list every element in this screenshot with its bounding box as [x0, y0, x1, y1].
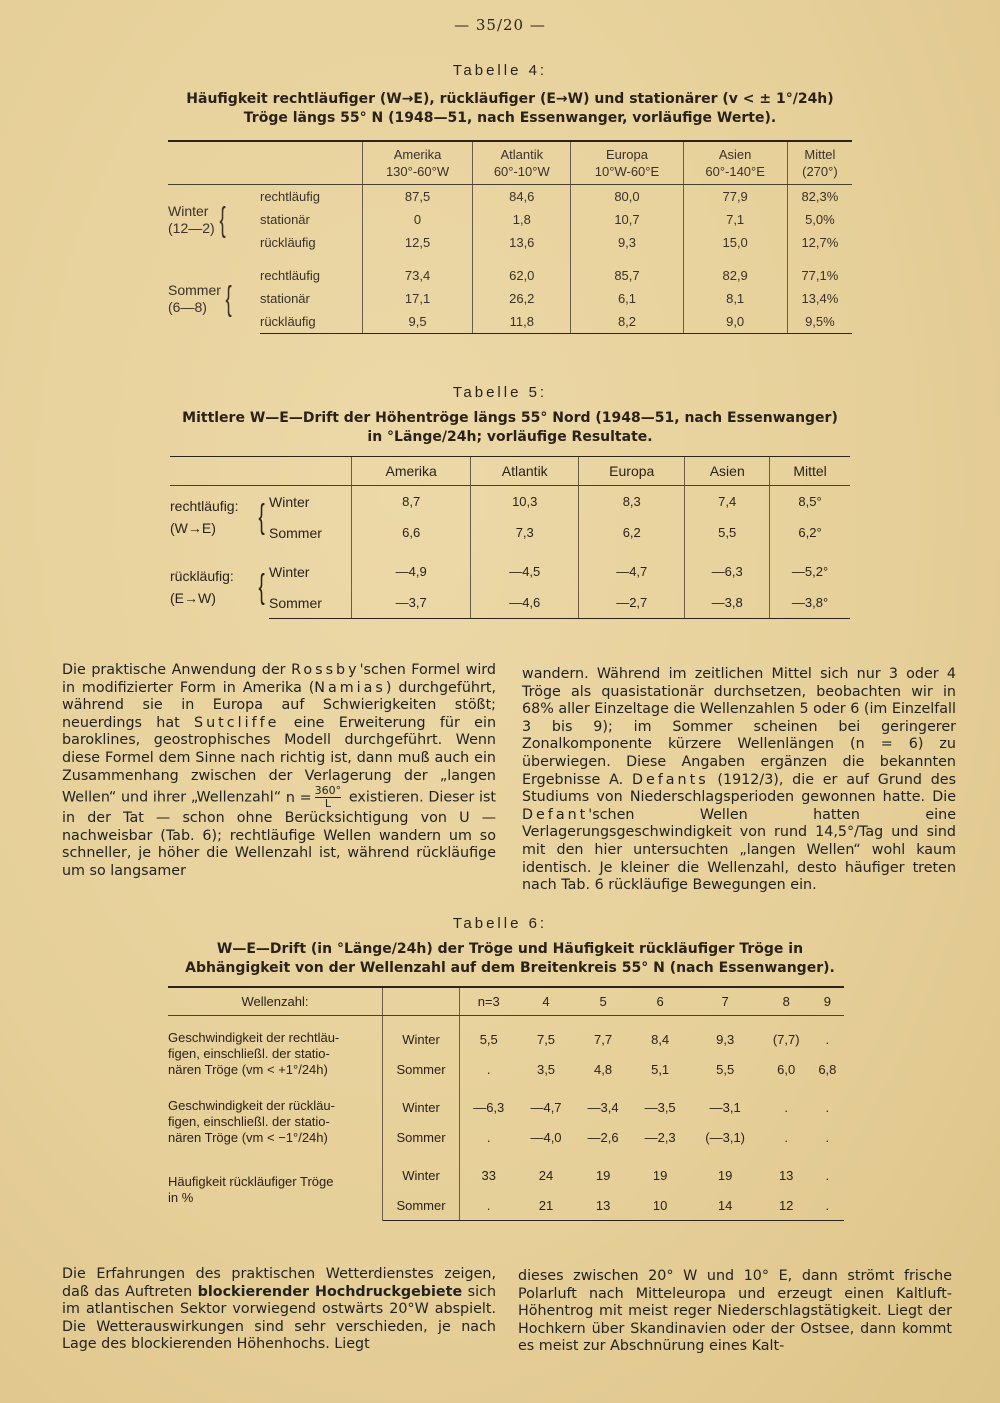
table5-cell: 8,3 [579, 486, 685, 518]
table5-cell: —2,7 [579, 587, 685, 619]
table4-cell: 77,9 [683, 185, 787, 209]
table6-cell: . [825, 1129, 830, 1145]
table6-cell: . [825, 1031, 830, 1047]
table6-cell: 6,8 [818, 1061, 837, 1077]
table4-title [120, 90, 900, 128]
table6-cell: 14 [689, 1190, 762, 1221]
table6-spacer [168, 1084, 844, 1092]
season-months: (6—8) [168, 298, 207, 315]
table4-row [168, 287, 852, 310]
table6-cell: 4,8 [594, 1061, 613, 1077]
direction-name: rückläufig: [170, 568, 234, 585]
table5-season: Winter [269, 493, 310, 510]
table4-row-label: rechtläufig [260, 189, 320, 204]
text2-right-column: dieses zwischen 20° W und 10° E, dann strömt frische Polarluft nach Mitteleuropa und erzeugt einen Kaltluft-Höhentrog mit meist reger Niederschlagstätigkeit. Liegt der Hochkern über Skandinavien oder der Ostsee, dann kommt es meist zur Abschnürung eines Kalt- [518, 1268, 952, 1355]
table4-cell: 10,7 [571, 208, 683, 231]
table6-cell: 7,5 [536, 1031, 556, 1047]
table4 [168, 140, 852, 334]
table4-cell: 80,0 [571, 185, 683, 209]
table6-cell: 24 [538, 1167, 554, 1183]
table5-cell: —5,2° [770, 556, 850, 587]
table5-col: Atlantik [471, 457, 579, 486]
table6-cell: —3,4 [587, 1099, 619, 1115]
table6-col: 6 [632, 987, 689, 1016]
table6 [168, 986, 844, 1221]
table6-cell: —2,6 [587, 1129, 619, 1145]
table5-cell: —4,9 [352, 556, 471, 587]
table5-cell: 7,4 [685, 486, 770, 518]
table5-col: Amerika [352, 457, 471, 486]
table6-season: Sommer [383, 1054, 460, 1084]
table5-cell: —3,8 [685, 587, 770, 619]
table6-cell: 13 [778, 1167, 794, 1183]
season-name: Sommer [168, 281, 221, 298]
table4-cell: 87,5 [363, 185, 473, 209]
table4-cell: 13,4% [787, 287, 852, 310]
table6-cell: 6,0 [777, 1061, 796, 1077]
table5-cell: —3,8° [770, 587, 850, 619]
table6-cell: 5,5 [716, 1061, 735, 1077]
brace-icon: { [225, 279, 232, 318]
direction-name: rechtläufig: [170, 498, 239, 514]
table6-cell: (7,7) [772, 1031, 800, 1047]
table4-cell: 62,0 [473, 264, 571, 287]
table5-title-line1: Mittlere W—E—Drift der Höhentröge längs 55° Nord (1948—51, nach Essenwanger) [182, 410, 838, 426]
table4-title-line1: Häufigkeit rechtläufiger (W→E), rückläufiger (E→W) und stationärer (v < ± 1°/24h) [186, 91, 834, 107]
table5-cell: —4,6 [471, 587, 579, 619]
table4-cell: 1,8 [473, 208, 571, 231]
table6-wellenzahl-label: Wellenzahl: [168, 987, 383, 1016]
table5-title [110, 409, 910, 447]
author-namias: Namias [314, 679, 386, 696]
table4-cell: 17,1 [363, 287, 473, 310]
table6-row [168, 1024, 844, 1054]
table4-cell: 82,9 [683, 264, 787, 287]
table6-season: Sommer [383, 1122, 460, 1152]
table5-row [170, 556, 850, 587]
table6-col: 8 [762, 987, 811, 1016]
author-sutcliffe: Sutcliffe [194, 714, 280, 731]
table5-season: Sommer [269, 524, 322, 541]
table4-cell: 12,5 [363, 231, 473, 254]
table4-cell: 82,3% [787, 185, 852, 209]
table5-label: Tabelle 5: [452, 384, 548, 401]
formula: n = $\frac{360^\circ}{L}$ [285, 784, 342, 811]
table6-cell: (—3,1) [705, 1129, 746, 1145]
table6-cell: 21 [517, 1190, 574, 1221]
table4-cell: 12,7% [787, 231, 852, 254]
table6-cell: . [784, 1099, 788, 1115]
table5-col: Asien [685, 457, 770, 486]
table5-header-row [170, 457, 850, 486]
text1-right-column: wandern. Während im zeitlichen Mittel sich nur 3 oder 4 Tröge als quasistationär durchsetzen, beobachten wir in 68% aller Einzeltage die Wellenzahlen 5 oder 6 (im Einzelfall 3 bis 9); im Sommer scheinen bei geringerer Zonalkomponente kürzere Wellenlängen (n = 6) zu überwiegen. Diese Angaben ergänzen die bekannten Ergebnisse A. Defants (1912/3), die er auf Grund des Studiums von Niederschlagsperioden gewonnen hatte. Die Defant'schen Wellen hatten eine Verlagerungsgeschwindigkeit von rund 14,5°/Tag und sind mit den hier untersuchten „langen Wellen“ wohl kaum identisch. Je kleiner die Wellenzahl, desto häufiger treten nach Tab. 6 rückläufige Bewegungen ein. [522, 666, 957, 894]
table4-cell: 5,0% [787, 208, 852, 231]
table4-cell: 73,4 [363, 264, 473, 287]
table6-col: 5 [575, 987, 632, 1016]
text1-left-column: Die praktische Anwendung der Rossby'schen Formel wird in modifizierter Form in Amerika (Namias) durchgeführt, während sie in Europa auf Schwierigkeiten stößt; neuerdings hat Sutcliffe eine Erweiterung für ein baroklines, geostrophisches Modell durchgeführt. Wenn diese Formel dem Sinne nach richtig ist, dann muß auch ein Zusammenhang zwischen der Verlagerung der „langen Wellen“ und ihrer „Wellenzahl“ n = $\frac{360^\circ}{L}$ existieren. Dieser ist in der Tat — schon ohne Berücksichtigung von U — nachweisbar (Tab. 6); rechtläufige Wellen wandern um so schneller, je höher die Wellenzahl ist, während rückläufige um so langsamer [62, 662, 497, 879]
table6-cell: —2,3 [644, 1129, 676, 1145]
table6-cell: 5,1 [651, 1061, 670, 1077]
table4-cell: 85,7 [571, 264, 683, 287]
table6-cell: —4,0 [530, 1129, 562, 1145]
table5-cell: 10,3 [471, 486, 579, 518]
table6-cell: —3,1 [709, 1099, 741, 1115]
table4-cell: 8,2 [571, 310, 683, 334]
table6-cell: . [460, 1190, 518, 1221]
table5-season: Winter [269, 563, 310, 580]
table4-cell: 9,0 [683, 310, 787, 334]
season-name: Winter [168, 202, 209, 219]
table5-cell: 8,5° [770, 486, 850, 518]
table5-group-label [170, 556, 269, 619]
table6-col: 7 [689, 987, 762, 1016]
table5-cell: —4,7 [579, 556, 685, 587]
blocking-highs-term: blockierender Hochdruckgebiete [197, 1283, 463, 1300]
table6-title [120, 940, 900, 978]
table4-cell: 8,1 [683, 287, 787, 310]
table6-col: 9 [811, 987, 844, 1016]
table4-row [168, 231, 852, 254]
table5-col: Mittel [770, 457, 850, 486]
table4-col: Amerika 130°-60°W [363, 141, 473, 185]
page-number: — 35/20 — [454, 16, 546, 34]
table4-row-label: rückläufig [260, 235, 316, 250]
table5-col: Europa [579, 457, 685, 486]
brace-icon: { [258, 498, 265, 536]
table6-cell: 19 [595, 1167, 611, 1183]
table6-cell: 19 [652, 1167, 668, 1183]
table6-cell: 9,3 [716, 1031, 735, 1047]
table6-cell: —3,5 [644, 1099, 676, 1115]
table6-row-description: Geschwindigkeit der rechtläu- figen, einschließl. der statio- nären Tröge (vm < +1°/24h) [168, 1024, 383, 1084]
table4-cell: 9,5 [363, 310, 473, 334]
table6-cell: 33 [481, 1167, 496, 1183]
table6-cell: —6,3 [473, 1099, 505, 1115]
direction-arrow-text: (W→E) [170, 520, 216, 536]
table4-header-row [168, 141, 852, 185]
table6-cell: 7,7 [594, 1031, 613, 1047]
table6-season: Sommer [383, 1190, 460, 1221]
table4-row-label: rückläufig [260, 310, 363, 334]
table6-cell: . [811, 1190, 844, 1221]
table6-cell: 10 [632, 1190, 689, 1221]
table5-row [170, 486, 850, 518]
table5-cell: 6,6 [352, 517, 471, 548]
table4-group-label [168, 264, 260, 334]
table6-season: Winter [383, 1092, 460, 1122]
table4-row [168, 208, 852, 231]
table5-cell: —3,7 [352, 587, 471, 619]
table4-label: Tabelle 4: [452, 62, 548, 79]
season-months: (12—2) [168, 219, 215, 236]
table6-title-line2: Abhängigkeit von der Wellenzahl auf dem Breitenkreis 55° N (nach Essenwanger). [185, 960, 835, 976]
table4-cell: 13,6 [473, 231, 571, 254]
direction-arrow-text: (E→W) [170, 590, 216, 607]
table6-cell: 13 [575, 1190, 632, 1221]
table5-spacer [170, 548, 850, 556]
table6-cell: . [486, 1129, 491, 1145]
table6-cell: 12 [762, 1190, 811, 1221]
table6-cell: 5,5 [479, 1031, 498, 1047]
table5-cell: 5,5 [685, 517, 770, 548]
table5-cell: —6,3 [685, 556, 770, 587]
table4-col: Mittel (270°) [787, 141, 852, 185]
table6-title-line1: W—E—Drift (in °Länge/24h) der Tröge und Häufigkeit rückläufiger Tröge in [216, 941, 804, 957]
table4-col: Atlantik 60°-10°W [473, 141, 571, 185]
table4-row [168, 310, 852, 334]
table4-row-label: stationär [260, 212, 310, 227]
table5-row [170, 517, 850, 548]
table4-title-line2: Tröge längs 55° N (1948—51, nach Essenwanger, vorläufige Werte). [243, 110, 777, 126]
table6-season: Winter [383, 1160, 460, 1190]
brace-icon: { [258, 568, 265, 607]
table5-cell: —4,5 [471, 556, 579, 587]
table6-row [168, 1160, 844, 1190]
table4-cell: 9,5% [787, 310, 852, 334]
table6-spacer [168, 1152, 844, 1160]
table5-group-label [170, 486, 269, 549]
table4-cell: 9,3 [571, 231, 683, 254]
table5-cell: 6,2 [579, 517, 685, 548]
table4-cell: 7,1 [683, 208, 787, 231]
table4-cell: 0 [363, 208, 473, 231]
table5-row [170, 587, 850, 619]
table4-spacer [168, 254, 852, 264]
table4-col: Europa 10°W-60°E [571, 141, 683, 185]
table4-row-label: rechtläufig [260, 268, 320, 283]
author-defant-2: Defant [522, 806, 589, 823]
table4-row [168, 264, 852, 287]
table6-label: Tabelle 6: [452, 915, 548, 932]
table4-cell: 6,1 [571, 287, 683, 310]
table6-cell: . [825, 1099, 830, 1115]
table4-cell: 84,6 [473, 185, 571, 209]
table4-cell: 26,2 [473, 287, 571, 310]
author-defant: Defants [631, 771, 709, 788]
table5-title-line2: in °Länge/24h; vorläufige Resultate. [367, 429, 653, 445]
table4-group-label [168, 185, 260, 255]
table5 [170, 456, 850, 619]
table4-row [168, 185, 852, 209]
table6-col: 4 [517, 987, 574, 1016]
table5-season: Sommer [269, 587, 352, 619]
table6-row-description: Häufigkeit rückläufiger Tröge in % [168, 1160, 383, 1221]
table6-cell: . [784, 1129, 788, 1145]
table6-season: Winter [383, 1024, 460, 1054]
table6-row [168, 1092, 844, 1122]
table4-cell: 77,1% [787, 264, 852, 287]
table5-cell: 8,7 [352, 486, 471, 518]
table6-cell: . [486, 1061, 491, 1077]
table6-spacer [168, 1016, 844, 1025]
table5-cell: 7,3 [471, 517, 579, 548]
table6-cell: 19 [717, 1167, 733, 1183]
table6-cell: 8,4 [651, 1031, 670, 1047]
table6-cell: —4,7 [530, 1099, 562, 1115]
table6-header-row [168, 987, 844, 1016]
table4-cell: 15,0 [683, 231, 787, 254]
brace-icon: { [219, 200, 226, 239]
table4-cell: 11,8 [473, 310, 571, 334]
table6-cell: . [825, 1167, 830, 1183]
table5-cell: 6,2° [770, 517, 850, 548]
text2-left-column: Die Erfahrungen des praktischen Wetterdienstes zeigen, daß das Auftreten blockierender Hochdruckgebiete sich im atlantischen Sektor vorwiegend ostwärts 20°W abspielt. Die Wetterauswirkungen sind sehr verschieden, je nach Lage des blockierenden Höhenhochs. Liegt [62, 1266, 496, 1353]
table6-col: n=3 [460, 987, 518, 1016]
table6-row-description: Geschwindigkeit der rückläu- figen, einschließl. der statio- nären Tröge (vm < −1°/24h) [168, 1092, 383, 1152]
table4-col: Asien 60°-140°E [683, 141, 787, 185]
table6-cell: 3,5 [536, 1061, 556, 1077]
table4-row-label: stationär [260, 291, 310, 306]
author-rossby: Rossby [291, 662, 360, 678]
